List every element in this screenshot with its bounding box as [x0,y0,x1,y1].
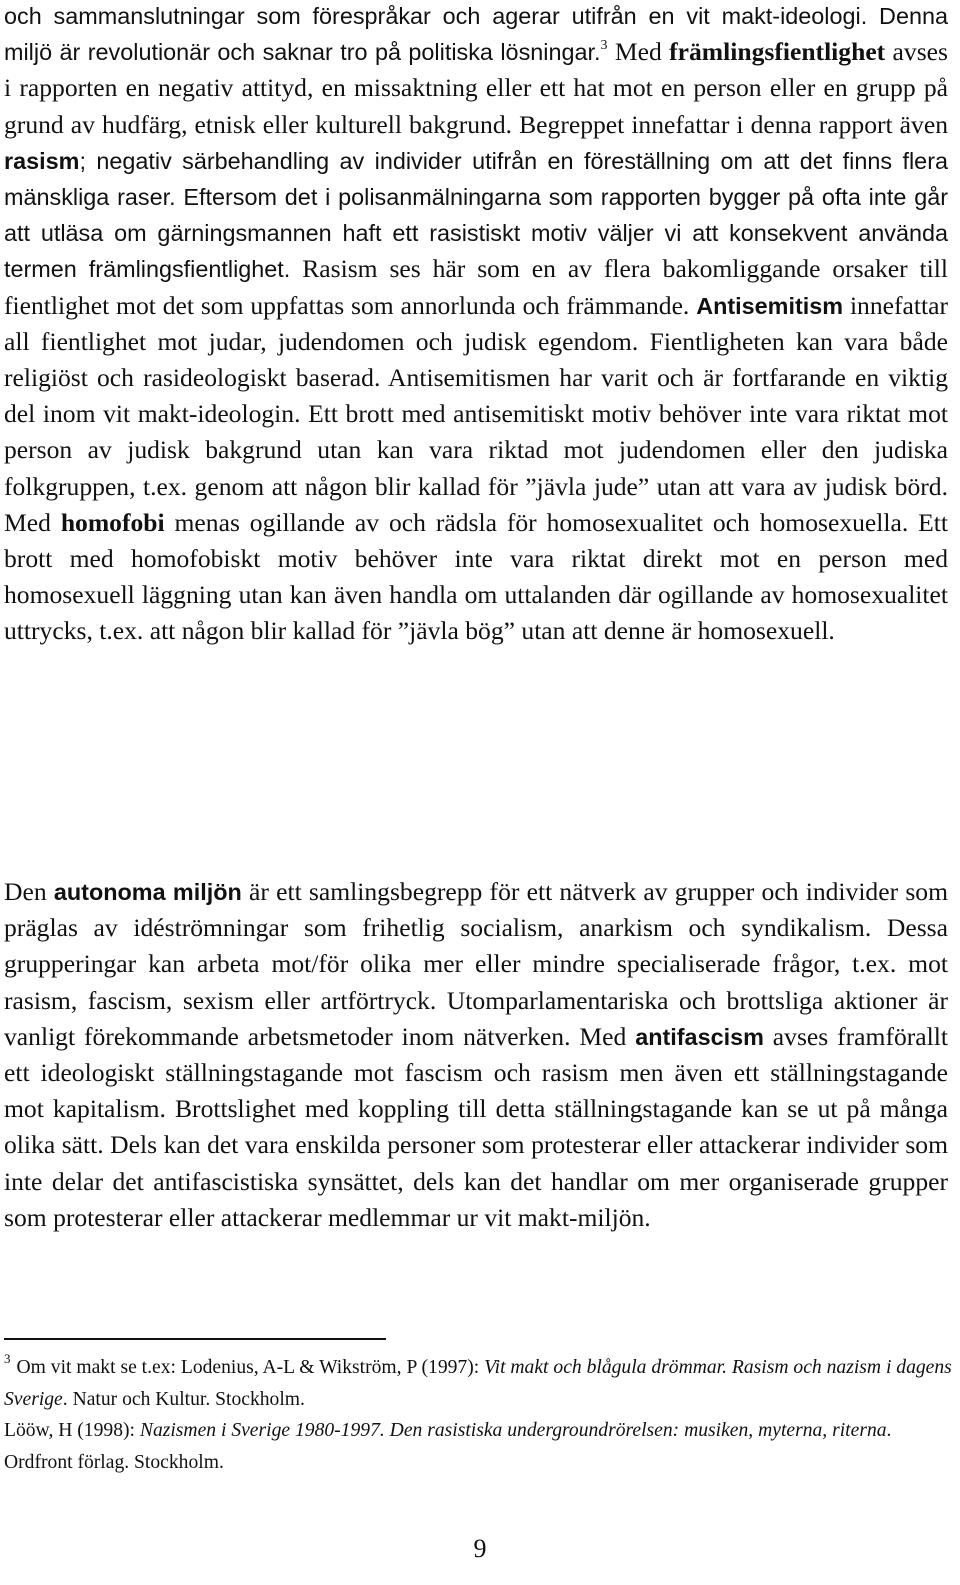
text-run: och sammanslutningar som förespråkar och agerar utifrån en vit makt-ideologi. Denna miljö är revolutionär och saknar tro på politiska lösningar. [4,3,948,66]
footnote-text: . Ordfront förlag. Stockholm. [4,1420,892,1473]
term-framlingsfientlighet: främlingsfientlighet [669,37,886,67]
paragraph-autonoma-miljon [4,874,948,1236]
term-rasism: rasism [4,147,80,174]
text-run: avses i rapporten en negativ attityd, en missaktning eller ett hat mot en person eller en grupp på grund av hudfärg, etnisk eller kulturell bakgrund. Begreppet innefattar i denna rapport även [4,37,948,139]
term-antifascism: antifascism [635,1023,764,1050]
footnote-title: Nazismen i Sverige 1980-1997. Den rasistiska undergroundrörelsen: musiken, myterna, riterna [139,1420,887,1441]
paragraph-definitions [4,0,948,650]
term-antisemitism: Antisemitism [696,292,844,319]
footnote-reference[interactable]: 3 [600,38,608,54]
footnote-separator [4,1338,386,1340]
text-run: Den [4,877,54,906]
text-run: menas ogillande av och rädsla för homosexualitet och homosexuella. Ett brott med homofobiskt motiv behöver inte vara riktat direkt mot en person med homosexuell läggning utan kan även handla om uttalanden där ogillande av homosexualitet uttrycks, t.ex. att någon blir kallad för ”jävla bög” utan att denne är homosexuell. [4,507,949,646]
text-run: Med [607,37,670,67]
footnote-title: Vit makt och blågula drömmar. Rasism och nazism i dagens Sverige [4,1357,952,1410]
footnote-marker: 3 [4,1351,11,1366]
footnote [4,1352,954,1478]
text-run: innefattar all fientlighet mot judar, judendomen och judisk egendom. Fientligheten kan vara både religiöst och rasideologiskt baserad. Antisemitismen har varit och är fortfarande en viktig del inom vit makt-ideologin. Ett brott med antisemitiskt motiv behöver inte vara riktat mot person av judisk bakgrund utan kan vara riktad mot judendomen eller den judiska folkgruppen, t.ex. genom att någon blir kallad för ”jävla jude” utan att vara av judisk börd. Med [4,290,948,537]
term-autonoma-miljon: autonoma miljön [53,879,242,905]
footnote-text: Lööw, H (1998): [4,1420,140,1441]
text-run: Rasism ses här som en av flera bakomliggande orsaker till fientlighet mot det som uppfattas som annorlunda och främmande. [4,254,948,320]
text-run: ; negativ särbehandling av individer utifrån en föreställning om att det finns flera mänskliga raser. Eftersom det i polisanmälningarna som rapporten bygger på ofta inte går att utläsa om gärningsmannen haft ett rasistiskt motiv väljer vi att konsekvent använda termen främlingsfientlighet. [4,147,948,283]
text-run: avses framförallt ett ideologiskt ställningstagande mot fascism och rasism men även ett ställningstagande mot kapitalism. Brottslighet med koppling till detta ställningstagande kan se ut på många olika sätt. Dels kan det vara enskilda personer som protesterar eller attackerar individer som inte delar det antifascistiska synsättet, dels kan det handlar om mer organiserade grupper som protesterar eller attackerar medlemmar ur vit makt-miljön. [4,1021,948,1232]
page-number: 9 [473,1534,487,1563]
footnote-text: . Natur och Kultur. Stockholm. [62,1388,305,1410]
footnote-text: Om vit makt se t.ex: Lodenius, A-L & Wikström, P (1997): [16,1357,485,1378]
text-run: är ett samlingsbegrepp för ett nätverk av grupper och individer som präglas av idéströmningar som frihetlig socialism, anarkism och syndikalism. Dessa grupperingar kan arbeta mot/för olika mer eller mindre specialiserade frågor, t.ex. mot rasism, fascism, sexism eller artförtryck. Utomparlamentariska och brottsliga aktioner är vanligt förekommande arbetsmetoder inom nätverken. Med [4,877,948,1051]
term-homofobi: homofobi [60,507,165,537]
